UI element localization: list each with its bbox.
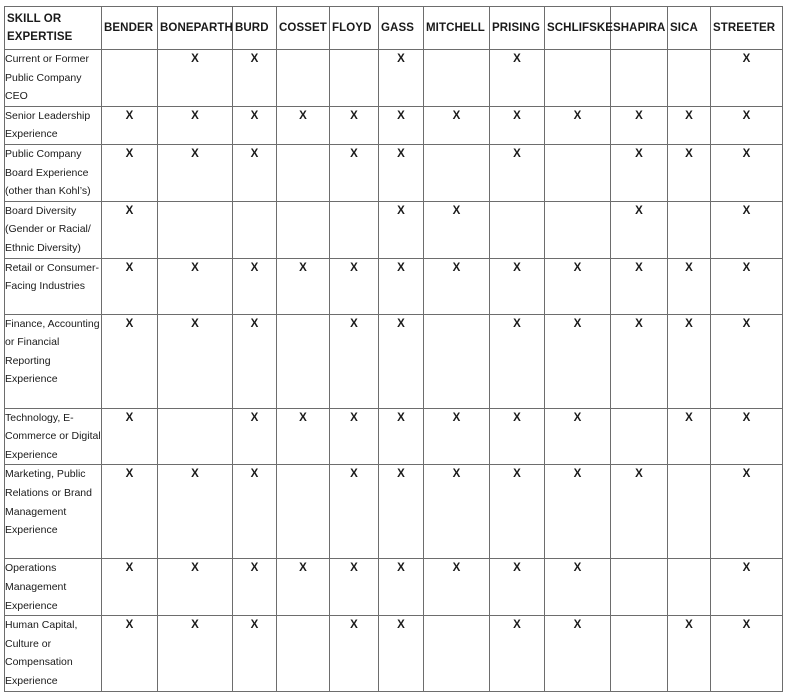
check-x-mark: X [685, 317, 693, 330]
skill-mark-cell [611, 465, 668, 559]
skill-mark-cell [102, 106, 158, 144]
check-x-mark: X [685, 147, 693, 160]
skill-mark-cell [490, 314, 545, 408]
director-column-header: SHAPIRA [611, 7, 668, 50]
skill-mark-cell [545, 616, 611, 692]
director-column-header: SICA [668, 7, 711, 50]
check-x-mark: X [573, 109, 582, 122]
skill-mark-cell [611, 559, 668, 616]
check-x-mark: X [299, 562, 307, 575]
check-x-mark: X [635, 204, 643, 217]
skill-mark-cell [379, 465, 424, 559]
check-x-mark: X [635, 261, 643, 274]
check-x-mark: X [250, 147, 259, 160]
check-x-mark: X [125, 411, 134, 424]
skill-mark-cell [102, 408, 158, 465]
skill-mark-cell [277, 616, 330, 692]
skill-mark-cell [711, 50, 783, 107]
skill-label: Human Capital, Culture or Compensation Experience [5, 616, 102, 692]
table-row [5, 50, 783, 107]
skill-mark-cell [379, 559, 424, 616]
check-x-mark: X [397, 109, 405, 122]
table-row [5, 314, 783, 408]
check-x-mark: X [513, 468, 521, 481]
skill-mark-cell [158, 144, 233, 201]
check-x-mark: X [397, 53, 405, 65]
skill-mark-cell [330, 106, 379, 144]
skill-mark-cell [102, 616, 158, 692]
check-x-mark: X [513, 411, 521, 424]
check-x-mark: X [125, 468, 134, 481]
skill-mark-cell [277, 314, 330, 408]
check-x-mark: X [742, 109, 751, 122]
check-x-mark: X [635, 317, 643, 330]
director-column-header: MITCHELL [424, 7, 490, 50]
skill-mark-cell [424, 106, 490, 144]
skill-mark-cell [668, 201, 711, 258]
skill-mark-cell [330, 144, 379, 201]
director-column-header: BURD [233, 7, 277, 50]
skill-mark-cell [424, 144, 490, 201]
skill-mark-cell [379, 258, 424, 314]
check-x-mark: X [250, 562, 259, 575]
skill-label: Marketing, Public Relations or Brand Management Experience [5, 465, 102, 559]
skill-mark-cell [158, 465, 233, 559]
skill-mark-cell [490, 408, 545, 465]
skill-column-header: SKILL OR EXPERTISE [5, 7, 102, 50]
check-x-mark: X [452, 109, 461, 122]
check-x-mark: X [513, 53, 521, 65]
table-row [5, 106, 783, 144]
check-x-mark: X [191, 147, 199, 160]
check-x-mark: X [742, 204, 751, 217]
skill-mark-cell [668, 106, 711, 144]
table-row [5, 144, 783, 201]
check-x-mark: X [191, 619, 199, 632]
check-x-mark: X [191, 317, 199, 330]
table-row [5, 201, 783, 258]
check-x-mark: X [250, 53, 259, 65]
skill-mark-cell [668, 314, 711, 408]
director-column-header: SCHLIFSKE [545, 7, 611, 50]
skill-mark-cell [545, 408, 611, 465]
skill-mark-cell [233, 616, 277, 692]
skill-mark-cell [711, 144, 783, 201]
check-x-mark: X [250, 317, 259, 330]
skill-mark-cell [545, 106, 611, 144]
skill-mark-cell [490, 144, 545, 201]
check-x-mark: X [191, 109, 199, 122]
skill-mark-cell [379, 616, 424, 692]
skill-mark-cell [424, 258, 490, 314]
check-x-mark: X [191, 468, 199, 481]
skill-mark-cell [277, 50, 330, 107]
check-x-mark: X [573, 468, 582, 481]
skill-mark-cell [611, 106, 668, 144]
check-x-mark: X [742, 619, 751, 632]
check-x-mark: X [573, 619, 582, 632]
check-x-mark: X [250, 109, 259, 122]
check-x-mark: X [125, 109, 134, 122]
skill-mark-cell [424, 50, 490, 107]
check-x-mark: X [742, 261, 751, 274]
skills-matrix-table [4, 6, 783, 692]
skill-mark-cell [102, 314, 158, 408]
skill-label: Retail or Consumer-Facing Industries [5, 258, 102, 314]
check-x-mark: X [397, 147, 405, 160]
check-x-mark: X [350, 147, 358, 160]
check-x-mark: X [452, 411, 461, 424]
check-x-mark: X [250, 261, 259, 274]
skill-mark-cell [233, 314, 277, 408]
check-x-mark: X [513, 317, 521, 330]
skill-mark-cell [668, 258, 711, 314]
skill-mark-cell [424, 408, 490, 465]
skill-mark-cell [668, 616, 711, 692]
check-x-mark: X [635, 147, 643, 160]
skill-mark-cell [545, 559, 611, 616]
check-x-mark: X [742, 53, 751, 65]
skill-mark-cell [490, 465, 545, 559]
skill-mark-cell [277, 258, 330, 314]
check-x-mark: X [350, 468, 358, 481]
skill-mark-cell [233, 50, 277, 107]
check-x-mark: X [685, 109, 693, 122]
check-x-mark: X [513, 261, 521, 274]
skill-mark-cell [158, 201, 233, 258]
check-x-mark: X [513, 147, 521, 160]
check-x-mark: X [452, 204, 461, 217]
check-x-mark: X [573, 317, 582, 330]
skill-mark-cell [277, 465, 330, 559]
skill-mark-cell [490, 258, 545, 314]
skill-mark-cell [711, 201, 783, 258]
director-column-header: STREETER [711, 7, 783, 50]
skill-mark-cell [611, 408, 668, 465]
check-x-mark: X [573, 261, 582, 274]
check-x-mark: X [742, 411, 751, 424]
skill-mark-cell [611, 144, 668, 201]
skill-label: Board Diversity (Gender or Racial/ Ethnic Diversity) [5, 201, 102, 258]
check-x-mark: X [685, 411, 693, 424]
skill-mark-cell [611, 50, 668, 107]
skill-label: Public Company Board Experience (other than Kohl’s) [5, 144, 102, 201]
skill-mark-cell [611, 258, 668, 314]
check-x-mark: X [635, 109, 643, 122]
check-x-mark: X [452, 562, 461, 575]
check-x-mark: X [513, 619, 521, 632]
skill-mark-cell [711, 314, 783, 408]
skill-mark-cell [158, 616, 233, 692]
check-x-mark: X [742, 317, 751, 330]
skill-mark-cell [233, 559, 277, 616]
check-x-mark: X [350, 619, 358, 632]
director-column-header: FLOYD [330, 7, 379, 50]
skill-mark-cell [611, 314, 668, 408]
skill-mark-cell [711, 258, 783, 314]
check-x-mark: X [125, 204, 134, 217]
skill-mark-cell [668, 465, 711, 559]
header-row [5, 7, 783, 50]
check-x-mark: X [397, 204, 405, 217]
check-x-mark: X [299, 261, 307, 274]
table-row [5, 559, 783, 616]
skill-mark-cell [668, 144, 711, 201]
skill-mark-cell [233, 258, 277, 314]
director-column-header: BENDER [102, 7, 158, 50]
check-x-mark: X [513, 109, 521, 122]
check-x-mark: X [125, 619, 134, 632]
skill-mark-cell [711, 465, 783, 559]
skill-mark-cell [102, 559, 158, 616]
skill-mark-cell [545, 50, 611, 107]
check-x-mark: X [299, 109, 307, 122]
skill-mark-cell [158, 408, 233, 465]
skill-mark-cell [330, 258, 379, 314]
skill-mark-cell [102, 50, 158, 107]
skill-mark-cell [277, 144, 330, 201]
skill-mark-cell [233, 408, 277, 465]
director-column-header: COSSET [277, 7, 330, 50]
table-body [5, 50, 783, 692]
check-x-mark: X [397, 317, 405, 330]
skill-mark-cell [711, 616, 783, 692]
check-x-mark: X [397, 411, 405, 424]
check-x-mark: X [125, 261, 134, 274]
skill-label: Current or Former Public Company CEO [5, 50, 102, 107]
check-x-mark: X [125, 147, 134, 160]
skill-mark-cell [158, 106, 233, 144]
skill-mark-cell [379, 314, 424, 408]
skill-mark-cell [545, 258, 611, 314]
skill-mark-cell [379, 201, 424, 258]
skill-mark-cell [611, 616, 668, 692]
check-x-mark: X [299, 411, 307, 424]
table-row [5, 408, 783, 465]
skill-mark-cell [330, 408, 379, 465]
skill-mark-cell [277, 106, 330, 144]
skill-mark-cell [102, 465, 158, 559]
check-x-mark: X [191, 562, 199, 575]
skill-mark-cell [158, 314, 233, 408]
skill-mark-cell [158, 50, 233, 107]
skill-mark-cell [611, 201, 668, 258]
skill-mark-cell [330, 559, 379, 616]
skill-mark-cell [424, 559, 490, 616]
skill-label: Senior Leadership Experience [5, 106, 102, 144]
check-x-mark: X [125, 317, 134, 330]
check-x-mark: X [250, 411, 259, 424]
skill-mark-cell [711, 408, 783, 465]
check-x-mark: X [513, 562, 521, 575]
skill-mark-cell [379, 106, 424, 144]
check-x-mark: X [350, 411, 358, 424]
skill-mark-cell [277, 201, 330, 258]
skill-mark-cell [668, 408, 711, 465]
skill-mark-cell [424, 616, 490, 692]
table-row [5, 465, 783, 559]
skill-mark-cell [545, 144, 611, 201]
skill-mark-cell [668, 50, 711, 107]
skill-mark-cell [233, 465, 277, 559]
skill-label: Operations Management Experience [5, 559, 102, 616]
skill-mark-cell [330, 201, 379, 258]
check-x-mark: X [452, 261, 461, 274]
check-x-mark: X [350, 317, 358, 330]
check-x-mark: X [742, 147, 751, 160]
table-row [5, 616, 783, 692]
skill-mark-cell [102, 201, 158, 258]
skill-mark-cell [330, 50, 379, 107]
skill-label: Finance, Accounting or Financial Reporting Experience [5, 314, 102, 408]
skill-mark-cell [102, 258, 158, 314]
skill-mark-cell [711, 559, 783, 616]
skill-mark-cell [330, 616, 379, 692]
check-x-mark: X [573, 411, 582, 424]
skill-mark-cell [233, 144, 277, 201]
director-column-header: BONEPARTH [158, 7, 233, 50]
skill-mark-cell [490, 106, 545, 144]
check-x-mark: X [250, 619, 259, 632]
skill-mark-cell [424, 201, 490, 258]
skill-mark-cell [490, 559, 545, 616]
check-x-mark: X [350, 261, 358, 274]
skill-mark-cell [424, 465, 490, 559]
skill-mark-cell [102, 144, 158, 201]
check-x-mark: X [191, 261, 199, 274]
table-row [5, 258, 783, 314]
check-x-mark: X [397, 562, 405, 575]
check-x-mark: X [350, 562, 358, 575]
check-x-mark: X [635, 468, 643, 481]
check-x-mark: X [125, 562, 134, 575]
check-x-mark: X [452, 468, 461, 481]
skill-mark-cell [545, 314, 611, 408]
skill-label: Technology, E-Commerce or Digital Experience [5, 408, 102, 465]
skill-mark-cell [490, 50, 545, 107]
check-x-mark: X [742, 562, 751, 575]
skill-mark-cell [158, 258, 233, 314]
skill-mark-cell [330, 465, 379, 559]
skill-mark-cell [711, 106, 783, 144]
skill-mark-cell [490, 201, 545, 258]
skill-mark-cell [233, 106, 277, 144]
skill-mark-cell [424, 314, 490, 408]
director-column-header: GASS [379, 7, 424, 50]
director-column-header: PRISING [490, 7, 545, 50]
skill-mark-cell [277, 408, 330, 465]
skill-mark-cell [545, 201, 611, 258]
table-header [5, 7, 783, 50]
check-x-mark: X [250, 468, 259, 481]
skill-mark-cell [330, 314, 379, 408]
check-x-mark: X [350, 109, 358, 122]
check-x-mark: X [191, 53, 199, 65]
check-x-mark: X [397, 468, 405, 481]
check-x-mark: X [397, 261, 405, 274]
check-x-mark: X [397, 619, 405, 632]
skill-mark-cell [158, 559, 233, 616]
skill-mark-cell [233, 201, 277, 258]
skill-mark-cell [545, 465, 611, 559]
check-x-mark: X [685, 261, 693, 274]
skill-mark-cell [379, 50, 424, 107]
skill-mark-cell [277, 559, 330, 616]
check-x-mark: X [685, 619, 693, 632]
skill-mark-cell [379, 408, 424, 465]
skill-mark-cell [490, 616, 545, 692]
check-x-mark: X [742, 468, 751, 481]
skill-mark-cell [668, 559, 711, 616]
skill-mark-cell [379, 144, 424, 201]
check-x-mark: X [573, 562, 582, 575]
